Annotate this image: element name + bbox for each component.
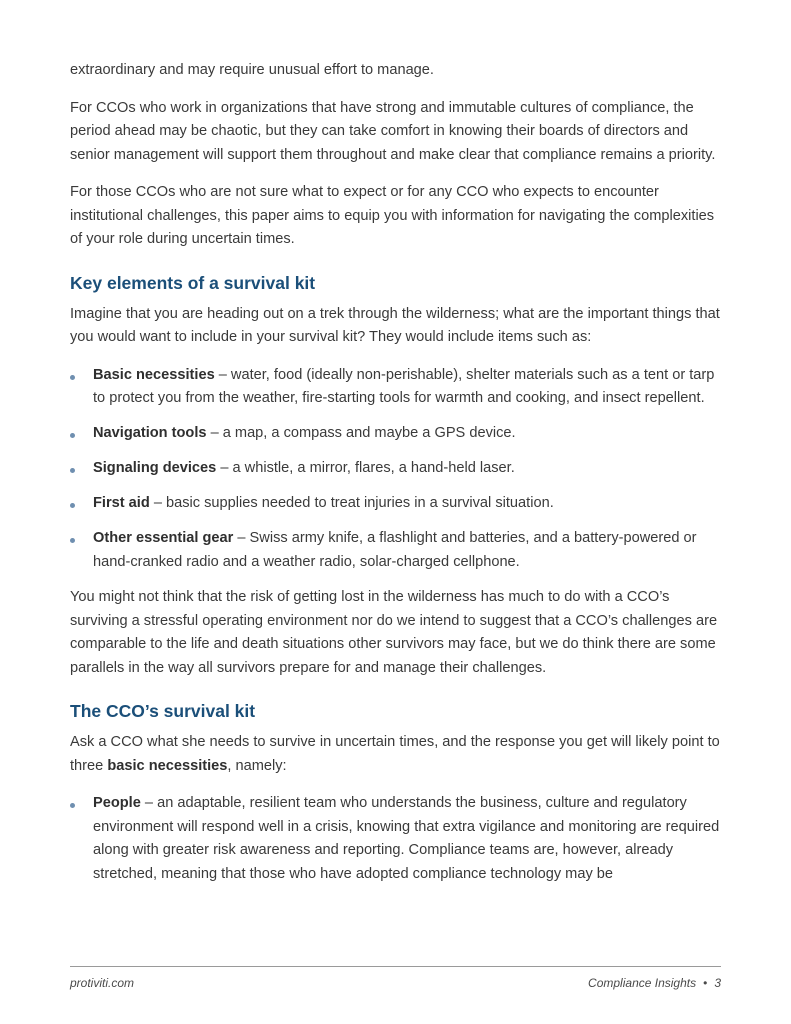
bullet-icon [70,538,75,543]
survival-kit-list [70,364,721,575]
bullet-icon [70,503,75,508]
bullet-icon [70,375,75,380]
bullet-icon [70,433,75,438]
item-text: – a whistle, a mirror, flares, a hand-held laser. [216,460,515,476]
page-footer [70,966,721,990]
list-item [70,457,721,481]
section2-intro-end: , namely: [227,757,287,774]
list-item [70,364,721,411]
footer-page-info [588,976,721,990]
item-term: Signaling devices [93,460,217,476]
footer-publication: Compliance Insights [588,976,697,990]
list-item [70,492,721,516]
list-item [70,792,721,886]
intro-paragraph-3: For those CCOs who are not sure what to expect or for any CCO who expects to encounter institutional challenges, this paper aims to equip you with information for navigating the complexities of your role during uncertain times. [70,184,715,247]
item-text: – an adaptable, resilient team who understands the business, culture and regulatory environment will respond well in a crisis, knowing that extra vigilance and monitoring are required along with greater risk awareness and reporting. Compliance teams are, however, already stretched, meaning that those who have adopted compliance technology may be [93,795,720,882]
section-heading-cco-survival-kit: The CCO’s survival kit [70,701,256,721]
footer-separator: • [703,976,708,990]
item-text: – water, food (ideally non-perishable), shelter materials such as a tent or tarp to protect you from the weather, fire-starting tools for warmth and cooking, and insect repellent. [93,366,715,406]
document-body [70,59,721,898]
section-heading-survival-kit: Key elements of a survival kit [70,272,316,293]
section1-intro: Imagine that you are heading out on a trek through the wilderness; what are the important things that you would want to include in your survival kit? They would include items such as: [70,305,720,345]
item-text: – Swiss army knife, a flashlight and batteries, and a battery-powered or hand-cranked radio and a weather radio, solar-charged cellphone. [93,530,697,570]
section1-closing: You might not think that the risk of getting lost in the wilderness has much to do with a CCO’s surviving a stressful operating environment nor do we intend to suggest that a CCO’s challenges are comparable to the life and death situations other survivors may face, but we do think there are some parallels in the way all survivors prepare for and manage their challenges. [70,589,718,676]
list-item [70,527,721,574]
bullet-icon [70,468,75,473]
section2-intro-start: Ask a CCO what she needs to survive in uncertain times, and the response you get will likely point to three [70,734,720,774]
item-text: – basic supplies needed to treat injuries in a survival situation. [149,495,554,511]
item-term: Other essential gear [93,530,234,546]
item-term: Basic necessities [93,366,215,383]
section2-intro [70,731,721,778]
page-number: 3 [714,976,721,990]
list-item [70,422,721,446]
section2-intro-bold: basic necessities [107,757,228,774]
item-term: People [93,795,141,811]
intro-paragraph-2: For CCOs who work in organizations that have strong and immutable cultures of compliance, the period ahead may be chaotic, but they can take comfort in knowing their boards of directors and senior management will support them throughout and make clear that compliance remains a priority. [70,99,716,163]
item-term: First aid [93,495,150,511]
footer-site-link[interactable]: protiviti.com [70,976,135,990]
bullet-icon [70,803,75,808]
item-text: – a map, a compass and maybe a GPS device. [206,425,516,441]
item-term: Navigation tools [93,425,207,441]
intro-paragraph-1: extraordinary and may require unusual effort to manage. [70,62,434,78]
cco-kit-list [70,792,721,886]
